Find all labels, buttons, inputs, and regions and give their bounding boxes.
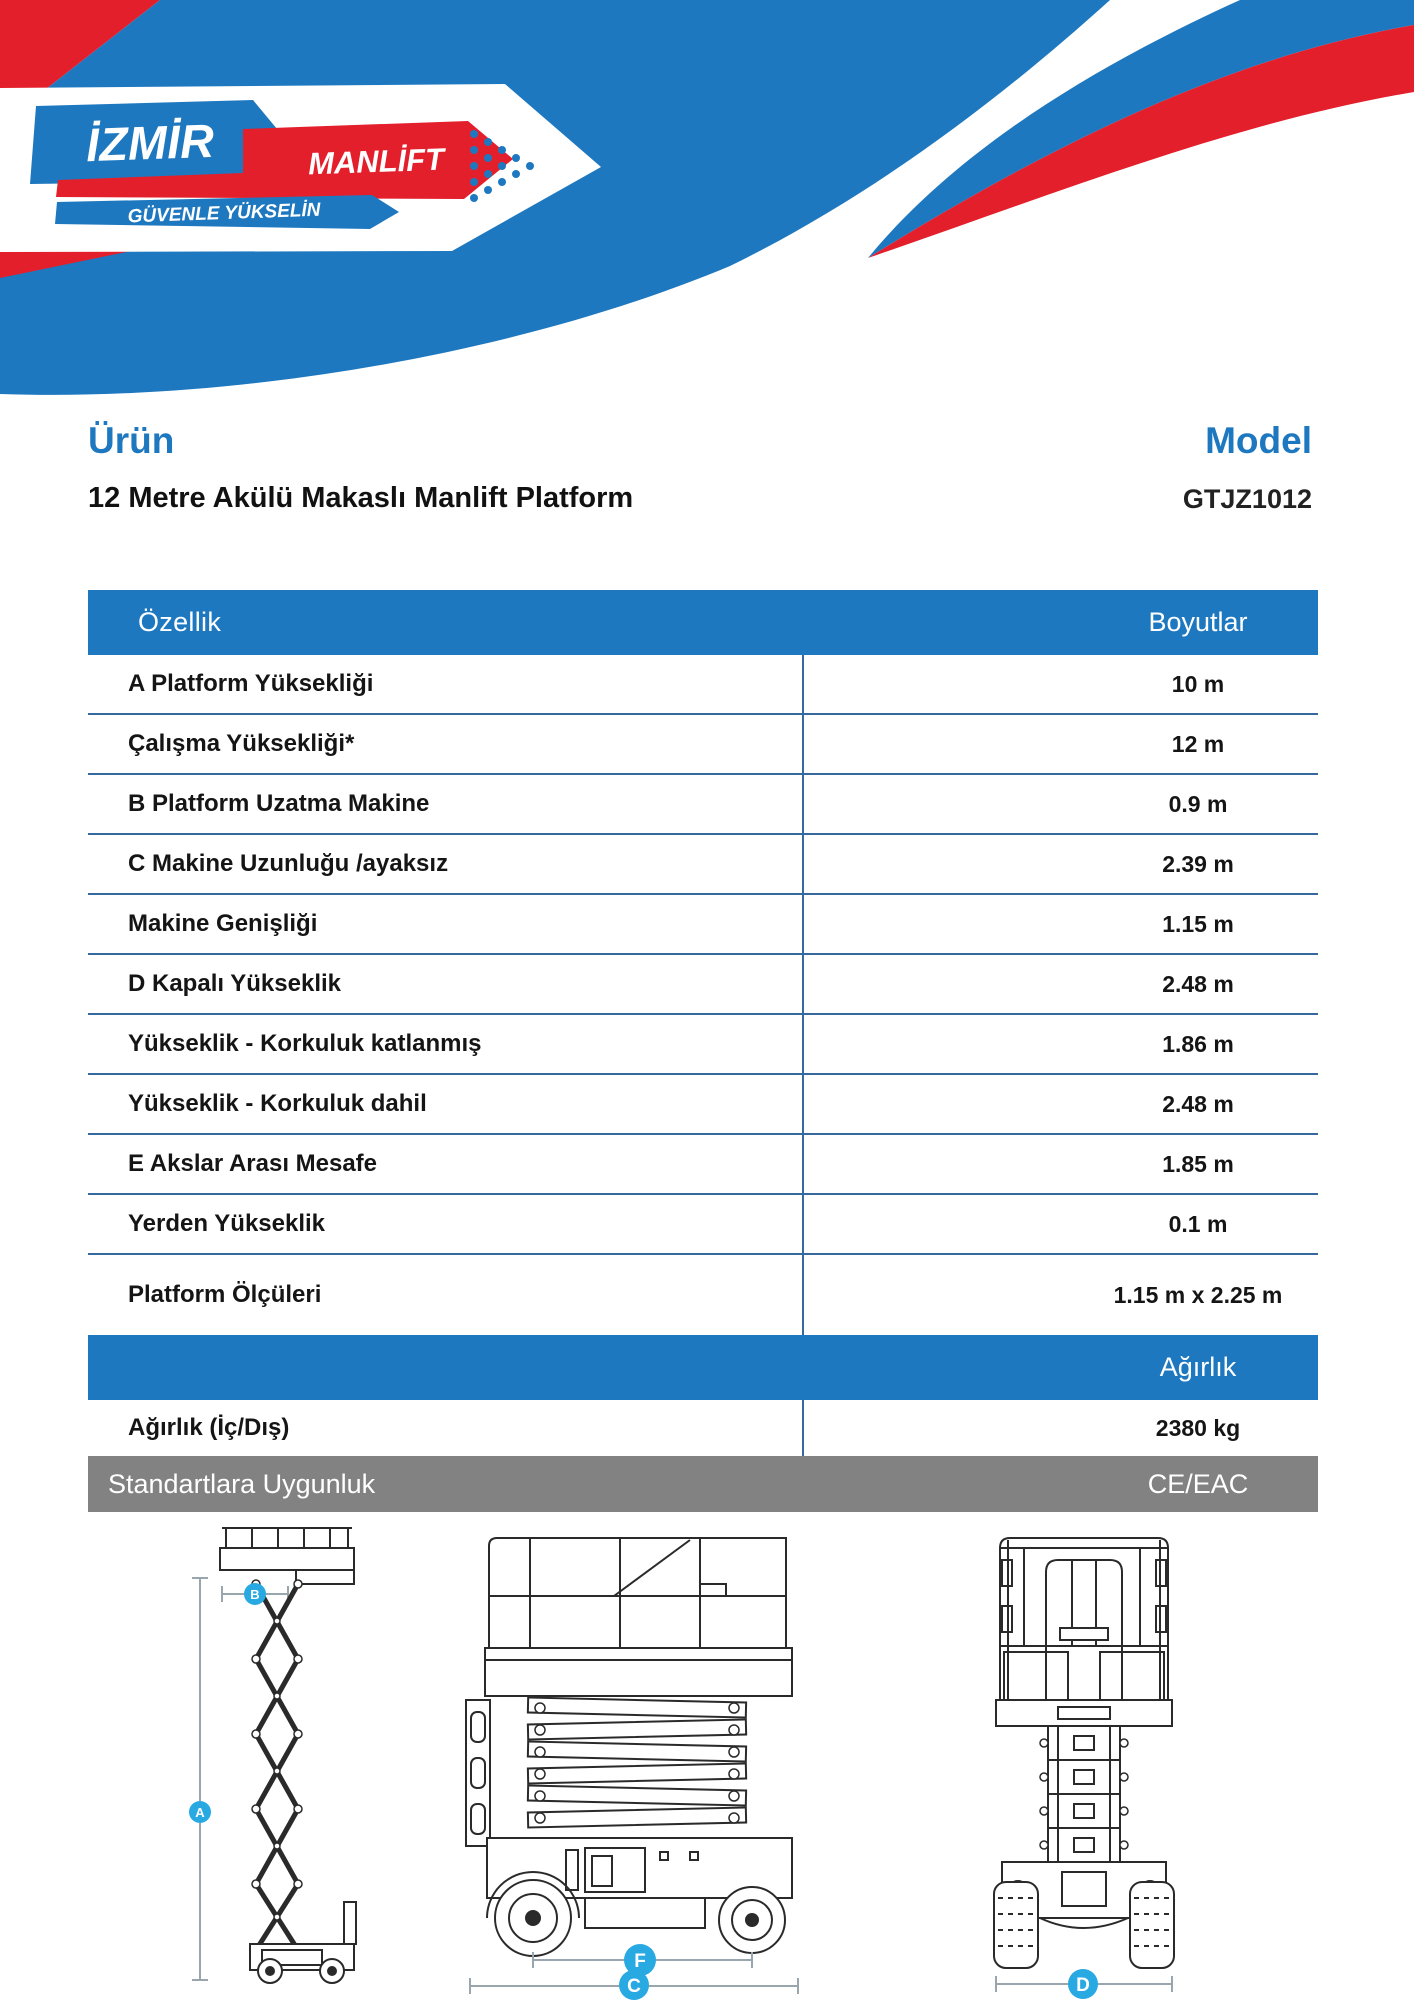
standards-value: CE/EAC — [1147, 1468, 1249, 1499]
dim-f-letter: F — [634, 1951, 646, 1972]
drawing-front-view — [994, 1538, 1174, 1999]
table-row — [88, 1255, 1318, 1335]
spec-value: 2.48 m — [1162, 970, 1234, 997]
weight-band — [88, 1335, 1318, 1400]
spec-value: 12 m — [1171, 730, 1225, 757]
dim-b-letter: B — [250, 1587, 260, 1602]
spec-label: Yükseklik - Korkuluk katlanmış — [128, 1030, 482, 1057]
table-row — [88, 895, 1318, 955]
dim-c-letter: C — [627, 1976, 641, 1997]
weight-label: Ağırlık (İç/Dış) — [128, 1414, 290, 1441]
table-row — [88, 1135, 1318, 1195]
table-row — [88, 775, 1318, 835]
dim-d-letter: D — [1076, 1975, 1090, 1996]
column-divider — [802, 655, 804, 1335]
spec-label: D Kapalı Yükseklik — [128, 970, 341, 997]
table-header — [88, 590, 1318, 655]
dimension-header: Boyutlar — [1148, 607, 1248, 637]
spec-value: 1.15 m — [1162, 910, 1234, 937]
logo-manlift: MANLİFT — [307, 141, 445, 182]
scissor-joints — [252, 1580, 302, 1920]
spec-label: C Makine Uzunluğu /ayaksız — [128, 850, 449, 877]
logo-izmir: İZMİR — [85, 113, 215, 172]
spec-value: 10 m — [1171, 670, 1225, 697]
table-row — [88, 1015, 1318, 1075]
table-row — [88, 955, 1318, 1015]
spec-label: E Akslar Arası Mesafe — [128, 1150, 378, 1177]
spec-value: 0.1 m — [1168, 1210, 1228, 1237]
drawing-extended-lift — [189, 1528, 356, 1983]
dimension-line-a — [192, 1578, 208, 1980]
feature-header: Özellik — [138, 607, 222, 637]
spec-rows — [88, 655, 1318, 1335]
product-name: 12 Metre Akülü Makaslı Manlift Platform — [88, 482, 634, 514]
spec-label: Makine Genişliği — [128, 910, 318, 937]
spec-label: Çalışma Yüksekliği* — [128, 730, 355, 757]
spec-value: 1.15 m x 2.25 m — [1113, 1281, 1283, 1308]
spec-label: Yerden Yükseklik — [128, 1210, 326, 1237]
spec-label: Platform Ölçüleri — [128, 1281, 322, 1308]
spec-value: 1.86 m — [1162, 1030, 1234, 1057]
model-label: Model — [1205, 420, 1312, 461]
standards-band — [88, 1456, 1318, 1512]
folded-scissor-stack — [528, 1698, 746, 1828]
column-divider-weight — [802, 1400, 804, 1456]
table-row — [88, 715, 1318, 775]
table-row — [88, 655, 1318, 715]
table-row — [88, 1195, 1318, 1255]
dim-a-letter: A — [195, 1805, 205, 1820]
spec-table — [88, 590, 1318, 1512]
weight-value: 2380 kg — [1155, 1414, 1241, 1441]
spec-value: 1.85 m — [1162, 1150, 1234, 1177]
table-row — [88, 835, 1318, 895]
scissor-arms — [256, 1584, 298, 1950]
spec-value: 0.9 m — [1168, 790, 1228, 817]
spec-value: 2.39 m — [1162, 850, 1234, 877]
table-row — [88, 1075, 1318, 1135]
spec-value: 2.48 m — [1162, 1090, 1234, 1117]
product-label: Ürün — [88, 420, 175, 461]
spec-label: Yükseklik - Korkuluk dahil — [128, 1090, 427, 1117]
spec-label: B Platform Uzatma Makine — [128, 790, 430, 817]
weight-row — [88, 1400, 1318, 1456]
model-value: GTJZ1012 — [1182, 484, 1312, 514]
drawing-stowed-side — [466, 1538, 798, 2000]
header-banner — [0, 0, 1414, 400]
spec-label: A Platform Yüksekliği — [128, 670, 374, 697]
standards-label: Standartlara Uygunluk — [108, 1468, 376, 1499]
weight-header: Ağırlık — [1159, 1352, 1237, 1382]
technical-drawings — [0, 1515, 1414, 2000]
logo-tagline: GÜVENLE YÜKSELİN — [127, 199, 321, 228]
